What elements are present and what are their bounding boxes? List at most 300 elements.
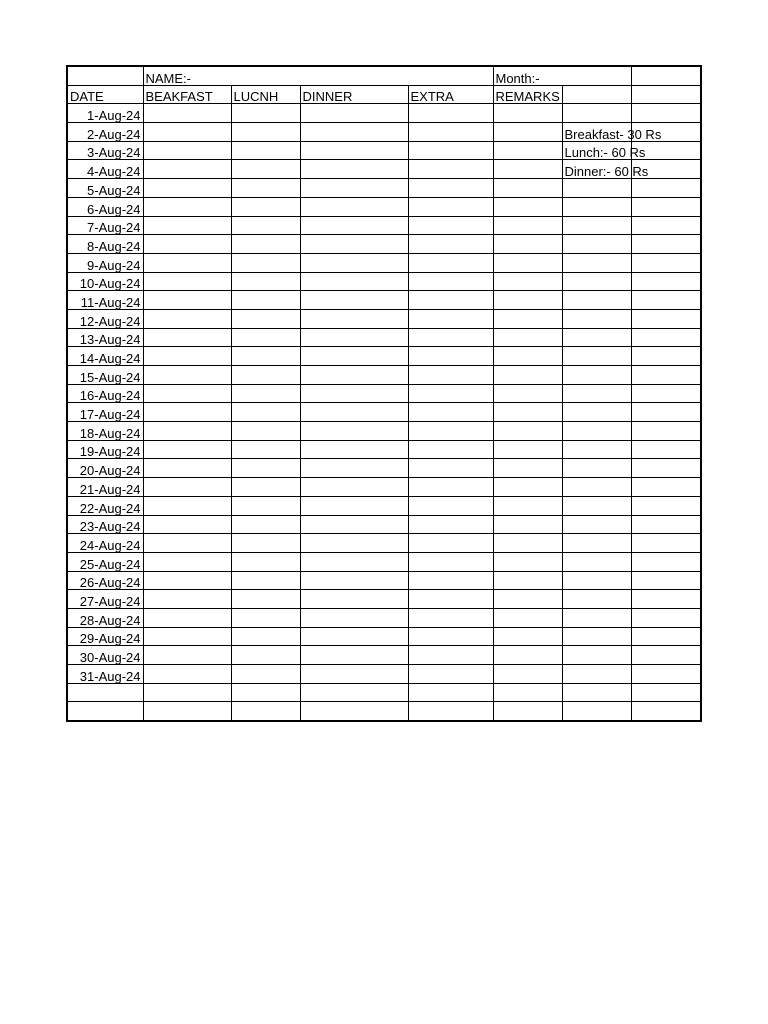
breakfast-cell — [143, 328, 231, 347]
extra-cell — [408, 309, 493, 328]
remarks-cell — [493, 235, 562, 254]
date-row — [67, 235, 701, 254]
date-cell: 1-Aug-24 — [67, 104, 143, 123]
rate-cell — [562, 422, 631, 441]
date-row — [67, 160, 701, 179]
extra-cell — [408, 347, 493, 366]
rate-note: Lunch:- 60 Rs — [562, 141, 631, 160]
dinner-cell — [300, 160, 408, 179]
date-cell: 5-Aug-24 — [67, 179, 143, 198]
column-header-lunch: LUCNH — [231, 85, 300, 104]
lunch-cell — [231, 197, 300, 216]
date-cell: 15-Aug-24 — [67, 366, 143, 385]
extra-cell — [408, 459, 493, 478]
breakfast-cell — [143, 235, 231, 254]
date-cell: 10-Aug-24 — [67, 272, 143, 291]
remarks-cell — [493, 478, 562, 497]
date-row — [67, 347, 701, 366]
extra-cell — [408, 272, 493, 291]
rate-cell — [562, 608, 631, 627]
date-cell: 23-Aug-24 — [67, 515, 143, 534]
rate-cell — [562, 534, 631, 553]
date-row — [67, 478, 701, 497]
date-cell: 2-Aug-24 — [67, 123, 143, 142]
date-cell: 22-Aug-24 — [67, 496, 143, 515]
extra-cell — [408, 253, 493, 272]
blank-cell — [631, 328, 701, 347]
date-row — [67, 571, 701, 590]
dinner-cell — [300, 197, 408, 216]
date-row — [67, 665, 701, 684]
date-row — [67, 141, 701, 160]
date-row — [67, 440, 701, 459]
date-row — [67, 552, 701, 571]
lunch-cell — [231, 104, 300, 123]
date-row — [67, 366, 701, 385]
dinner-cell — [300, 123, 408, 142]
blank-cell — [631, 347, 701, 366]
remarks-cell — [493, 440, 562, 459]
dinner-cell — [300, 571, 408, 590]
extra-cell — [408, 608, 493, 627]
rate-cell — [562, 253, 631, 272]
remarks-cell — [493, 160, 562, 179]
extra-cell — [408, 440, 493, 459]
date-row — [67, 646, 701, 665]
blank-cell — [631, 552, 701, 571]
lunch-cell — [231, 683, 300, 702]
lunch-cell — [231, 646, 300, 665]
breakfast-cell — [143, 590, 231, 609]
date-cell: 24-Aug-24 — [67, 534, 143, 553]
date-row — [67, 253, 701, 272]
breakfast-cell — [143, 384, 231, 403]
blank-cell — [631, 702, 701, 721]
rate-cell — [562, 552, 631, 571]
remarks-cell — [493, 459, 562, 478]
remarks-cell — [493, 366, 562, 385]
dinner-cell — [300, 422, 408, 441]
date-cell: 31-Aug-24 — [67, 665, 143, 684]
remarks-cell — [493, 384, 562, 403]
column-header-remarks: REMARKS — [493, 85, 562, 104]
extra-cell — [408, 216, 493, 235]
month-label: Month:- — [493, 66, 631, 85]
breakfast-cell — [143, 366, 231, 385]
title-blank-cell — [67, 66, 143, 85]
rate-cell — [562, 216, 631, 235]
blank-cell — [631, 627, 701, 646]
column-header-breakfast: BEAKFAST — [143, 85, 231, 104]
lunch-cell — [231, 366, 300, 385]
lunch-cell — [231, 141, 300, 160]
dinner-cell — [300, 646, 408, 665]
blank-cell — [631, 478, 701, 497]
blank-cell — [631, 309, 701, 328]
remarks-cell — [493, 403, 562, 422]
remarks-cell — [493, 123, 562, 142]
lunch-cell — [231, 123, 300, 142]
breakfast-cell — [143, 123, 231, 142]
lunch-cell — [231, 291, 300, 310]
blank-row — [67, 683, 701, 702]
date-cell — [67, 683, 143, 702]
remarks-cell — [493, 702, 562, 721]
title-blank-cell — [631, 66, 701, 85]
blank-cell — [631, 291, 701, 310]
rate-cell — [562, 571, 631, 590]
extra-cell — [408, 123, 493, 142]
dinner-cell — [300, 272, 408, 291]
blank-cell — [631, 440, 701, 459]
date-row — [67, 179, 701, 198]
breakfast-cell — [143, 272, 231, 291]
date-row — [67, 309, 701, 328]
date-cell: 20-Aug-24 — [67, 459, 143, 478]
breakfast-cell — [143, 104, 231, 123]
breakfast-cell — [143, 646, 231, 665]
mess-attendance-sheet — [66, 65, 700, 722]
rate-cell — [562, 459, 631, 478]
extra-cell — [408, 160, 493, 179]
dinner-cell — [300, 702, 408, 721]
blank-cell — [631, 197, 701, 216]
breakfast-cell — [143, 291, 231, 310]
remarks-cell — [493, 179, 562, 198]
remarks-cell — [493, 608, 562, 627]
breakfast-cell — [143, 571, 231, 590]
lunch-cell — [231, 328, 300, 347]
rate-cell — [562, 440, 631, 459]
dinner-cell — [300, 104, 408, 123]
dinner-cell — [300, 216, 408, 235]
date-cell: 28-Aug-24 — [67, 608, 143, 627]
breakfast-cell — [143, 459, 231, 478]
column-header-extra: EXTRA — [408, 85, 493, 104]
extra-cell — [408, 665, 493, 684]
extra-cell — [408, 197, 493, 216]
rate-cell — [562, 235, 631, 254]
dinner-cell — [300, 384, 408, 403]
breakfast-cell — [143, 141, 231, 160]
rate-cell — [562, 478, 631, 497]
date-row — [67, 459, 701, 478]
rate-cell — [562, 272, 631, 291]
lunch-cell — [231, 347, 300, 366]
blank-cell — [631, 179, 701, 198]
dinner-cell — [300, 552, 408, 571]
extra-cell — [408, 141, 493, 160]
extra-cell — [408, 235, 493, 254]
date-row — [67, 627, 701, 646]
breakfast-cell — [143, 478, 231, 497]
date-row — [67, 197, 701, 216]
rate-cell — [562, 590, 631, 609]
date-row — [67, 496, 701, 515]
column-header-row — [67, 85, 701, 104]
rate-cell — [562, 496, 631, 515]
rate-cell — [562, 683, 631, 702]
lunch-cell — [231, 179, 300, 198]
breakfast-cell — [143, 627, 231, 646]
lunch-cell — [231, 235, 300, 254]
remarks-cell — [493, 571, 562, 590]
blank-cell — [631, 665, 701, 684]
lunch-cell — [231, 534, 300, 553]
rate-cell — [562, 309, 631, 328]
date-row — [67, 216, 701, 235]
breakfast-cell — [143, 347, 231, 366]
blank-cell — [631, 216, 701, 235]
rate-cell — [562, 328, 631, 347]
rate-cell — [562, 179, 631, 198]
lunch-cell — [231, 571, 300, 590]
date-row — [67, 123, 701, 142]
name-label: NAME:- — [143, 66, 493, 85]
blank-cell — [631, 534, 701, 553]
rate-cell — [562, 646, 631, 665]
dinner-cell — [300, 366, 408, 385]
date-row — [67, 104, 701, 123]
date-cell: 9-Aug-24 — [67, 253, 143, 272]
title-row — [67, 66, 701, 85]
dinner-cell — [300, 683, 408, 702]
lunch-cell — [231, 216, 300, 235]
dinner-cell — [300, 496, 408, 515]
rate-cell — [562, 665, 631, 684]
date-row — [67, 534, 701, 553]
extra-cell — [408, 627, 493, 646]
breakfast-cell — [143, 216, 231, 235]
blank-cell — [631, 235, 701, 254]
lunch-cell — [231, 440, 300, 459]
lunch-cell — [231, 478, 300, 497]
remarks-cell — [493, 665, 562, 684]
rate-cell — [562, 627, 631, 646]
dinner-cell — [300, 515, 408, 534]
extra-cell — [408, 478, 493, 497]
date-cell: 16-Aug-24 — [67, 384, 143, 403]
extra-cell — [408, 646, 493, 665]
breakfast-cell — [143, 179, 231, 198]
dinner-cell — [300, 141, 408, 160]
remarks-cell — [493, 272, 562, 291]
extra-cell — [408, 403, 493, 422]
extra-cell — [408, 534, 493, 553]
extra-cell — [408, 702, 493, 721]
extra-cell — [408, 366, 493, 385]
lunch-cell — [231, 384, 300, 403]
extra-cell — [408, 515, 493, 534]
attendance-table — [66, 65, 702, 722]
breakfast-cell — [143, 608, 231, 627]
breakfast-cell — [143, 534, 231, 553]
breakfast-cell — [143, 702, 231, 721]
date-row — [67, 515, 701, 534]
remarks-cell — [493, 422, 562, 441]
lunch-cell — [231, 309, 300, 328]
dinner-cell — [300, 590, 408, 609]
blank-cell — [631, 459, 701, 478]
blank-cell — [631, 272, 701, 291]
date-cell: 11-Aug-24 — [67, 291, 143, 310]
dinner-cell — [300, 309, 408, 328]
rate-cell — [562, 384, 631, 403]
dinner-cell — [300, 235, 408, 254]
date-row — [67, 272, 701, 291]
breakfast-cell — [143, 403, 231, 422]
lunch-cell — [231, 496, 300, 515]
breakfast-cell — [143, 440, 231, 459]
date-cell: 27-Aug-24 — [67, 590, 143, 609]
lunch-cell — [231, 515, 300, 534]
lunch-cell — [231, 590, 300, 609]
rate-cell — [562, 347, 631, 366]
date-cell: 8-Aug-24 — [67, 235, 143, 254]
dinner-cell — [300, 608, 408, 627]
dinner-cell — [300, 291, 408, 310]
dinner-cell — [300, 403, 408, 422]
dinner-cell — [300, 328, 408, 347]
dinner-cell — [300, 665, 408, 684]
date-row — [67, 291, 701, 310]
date-cell: 26-Aug-24 — [67, 571, 143, 590]
dinner-cell — [300, 440, 408, 459]
date-cell: 18-Aug-24 — [67, 422, 143, 441]
rate-cell — [562, 366, 631, 385]
date-cell — [67, 702, 143, 721]
blank-cell — [631, 571, 701, 590]
remarks-cell — [493, 347, 562, 366]
blank-cell — [631, 422, 701, 441]
remarks-cell — [493, 309, 562, 328]
remarks-cell — [493, 197, 562, 216]
remarks-cell — [493, 216, 562, 235]
rate-cell — [562, 515, 631, 534]
rate-cell — [562, 291, 631, 310]
date-row — [67, 422, 701, 441]
breakfast-cell — [143, 552, 231, 571]
date-cell: 19-Aug-24 — [67, 440, 143, 459]
dinner-cell — [300, 478, 408, 497]
remarks-cell — [493, 291, 562, 310]
rate-cell — [562, 702, 631, 721]
date-cell: 29-Aug-24 — [67, 627, 143, 646]
date-cell: 12-Aug-24 — [67, 309, 143, 328]
breakfast-cell — [143, 422, 231, 441]
extra-cell — [408, 291, 493, 310]
remarks-cell — [493, 253, 562, 272]
blank-cell — [631, 496, 701, 515]
date-row — [67, 608, 701, 627]
date-cell: 14-Aug-24 — [67, 347, 143, 366]
dinner-cell — [300, 534, 408, 553]
extra-cell — [408, 328, 493, 347]
breakfast-cell — [143, 253, 231, 272]
remarks-cell — [493, 534, 562, 553]
extra-cell — [408, 571, 493, 590]
date-cell: 30-Aug-24 — [67, 646, 143, 665]
lunch-cell — [231, 160, 300, 179]
date-cell: 25-Aug-24 — [67, 552, 143, 571]
lunch-cell — [231, 459, 300, 478]
dinner-cell — [300, 459, 408, 478]
date-row — [67, 403, 701, 422]
date-row — [67, 384, 701, 403]
remarks-cell — [493, 552, 562, 571]
blank-cell — [631, 590, 701, 609]
lunch-cell — [231, 627, 300, 646]
date-cell: 4-Aug-24 — [67, 160, 143, 179]
remarks-cell — [493, 627, 562, 646]
blank-cell — [631, 683, 701, 702]
dinner-cell — [300, 253, 408, 272]
blank-cell — [631, 608, 701, 627]
remarks-cell — [493, 104, 562, 123]
date-row — [67, 590, 701, 609]
remarks-cell — [493, 646, 562, 665]
date-cell: 6-Aug-24 — [67, 197, 143, 216]
date-cell: 13-Aug-24 — [67, 328, 143, 347]
rate-cell — [562, 403, 631, 422]
breakfast-cell — [143, 496, 231, 515]
lunch-cell — [231, 702, 300, 721]
extra-cell — [408, 384, 493, 403]
extra-cell — [408, 104, 493, 123]
lunch-cell — [231, 552, 300, 571]
rate-cell — [562, 104, 631, 123]
blank-cell — [631, 104, 701, 123]
column-header-date: DATE — [67, 85, 143, 104]
breakfast-cell — [143, 683, 231, 702]
extra-cell — [408, 496, 493, 515]
extra-cell — [408, 179, 493, 198]
remarks-cell — [493, 590, 562, 609]
date-row — [67, 328, 701, 347]
date-cell: 3-Aug-24 — [67, 141, 143, 160]
dinner-cell — [300, 179, 408, 198]
lunch-cell — [231, 403, 300, 422]
blank-cell — [631, 366, 701, 385]
extra-cell — [408, 552, 493, 571]
breakfast-cell — [143, 309, 231, 328]
breakfast-cell — [143, 197, 231, 216]
column-header-blank — [562, 85, 631, 104]
rate-note: Dinner:- 60 Rs — [562, 160, 631, 179]
remarks-cell — [493, 141, 562, 160]
lunch-cell — [231, 272, 300, 291]
remarks-cell — [493, 683, 562, 702]
lunch-cell — [231, 422, 300, 441]
rate-note: Breakfast- 30 Rs — [562, 123, 631, 142]
remarks-cell — [493, 496, 562, 515]
lunch-cell — [231, 253, 300, 272]
blank-cell — [631, 403, 701, 422]
lunch-cell — [231, 608, 300, 627]
blank-cell — [631, 384, 701, 403]
column-header-dinner: DINNER — [300, 85, 408, 104]
remarks-cell — [493, 328, 562, 347]
date-cell: 17-Aug-24 — [67, 403, 143, 422]
extra-cell — [408, 422, 493, 441]
column-header-blank — [631, 85, 701, 104]
dinner-cell — [300, 347, 408, 366]
breakfast-cell — [143, 665, 231, 684]
date-cell: 21-Aug-24 — [67, 478, 143, 497]
blank-cell — [631, 646, 701, 665]
blank-cell — [631, 515, 701, 534]
dinner-cell — [300, 627, 408, 646]
